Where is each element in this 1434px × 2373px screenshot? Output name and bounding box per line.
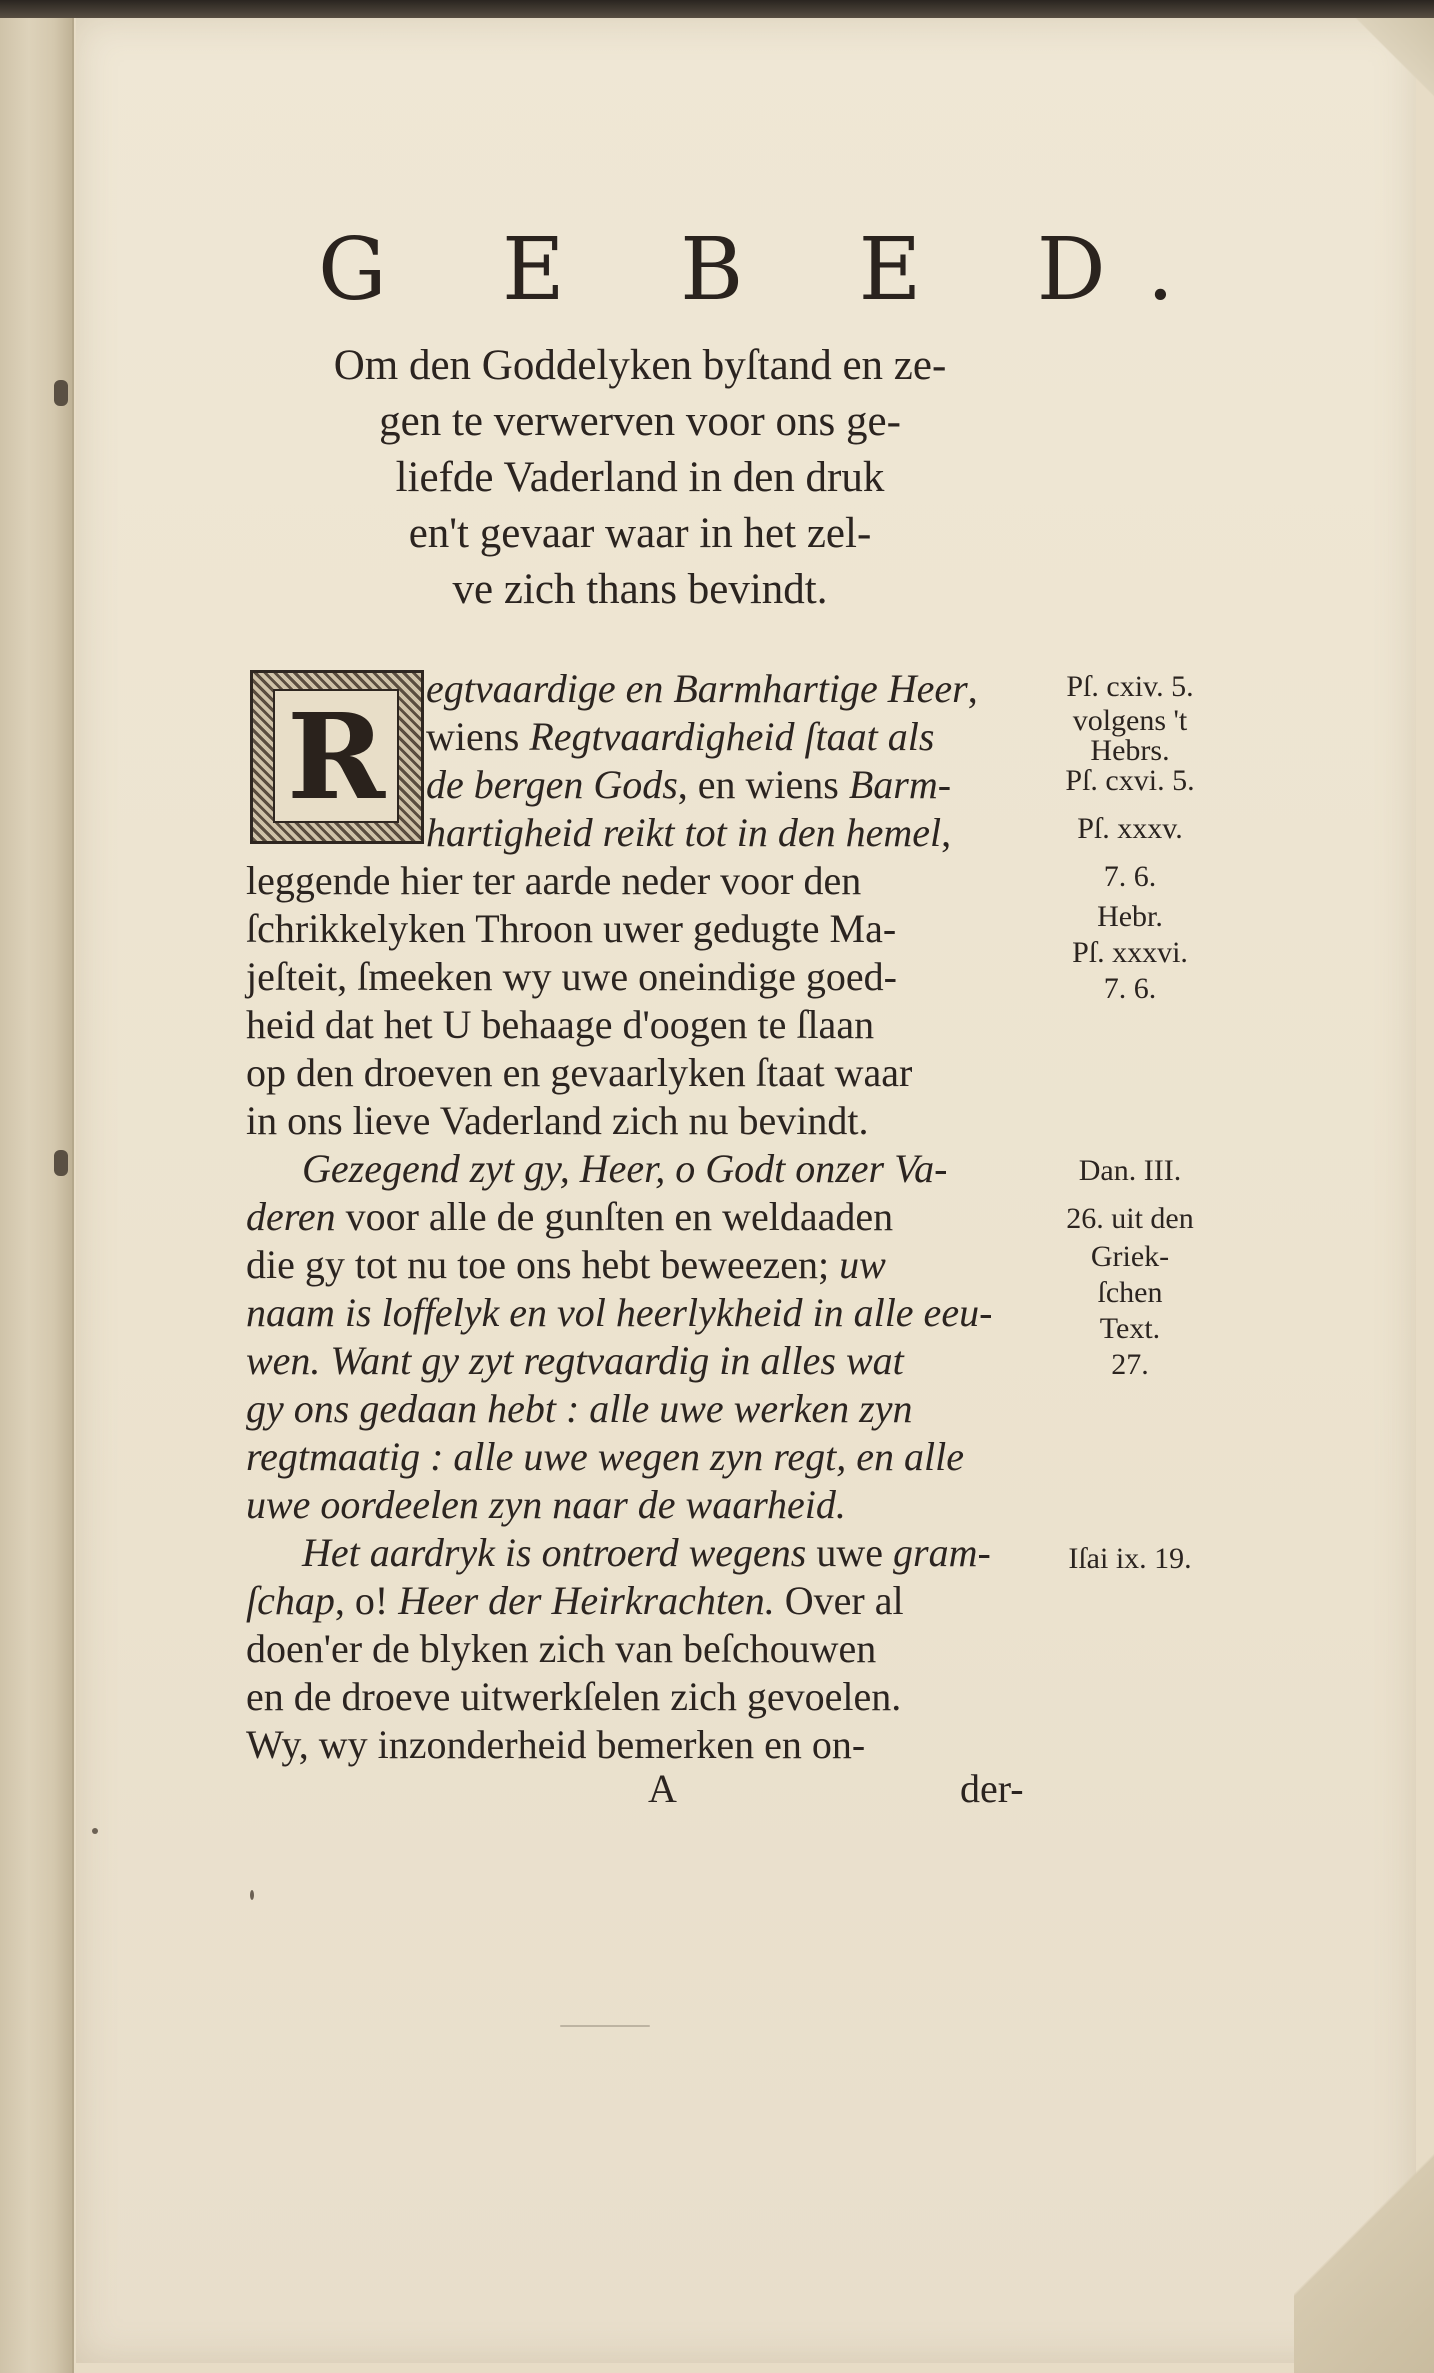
margin-note: Griek- bbox=[1090, 1240, 1170, 1273]
text-line: Wy, wy inzonderheid bemerken en on- bbox=[246, 1722, 866, 1767]
margin-note: Text. bbox=[1099, 1312, 1161, 1345]
subtitle bbox=[250, 338, 1030, 618]
margin-note: Iſai ix. 19. bbox=[1068, 1542, 1192, 1575]
text-line: heid dat het U behaage d'oogen te ſlaan bbox=[246, 1002, 875, 1047]
catchword: der- bbox=[960, 1766, 1024, 1811]
drop-cap-letter: R bbox=[273, 689, 399, 823]
text-line: deren voor alle de gunſten en weldaaden bbox=[246, 1194, 894, 1239]
margin-note: 7. 6. bbox=[1103, 972, 1157, 1005]
ink-fleck bbox=[92, 1828, 98, 1834]
text-line: op den droeven en gevaarlyken ſtaat waar bbox=[246, 1050, 913, 1095]
margin-note: Hebrs. bbox=[1090, 734, 1170, 767]
text-line: die gy tot nu toe ons hebt beweezen; uw bbox=[246, 1242, 886, 1287]
subtitle-line: en't gevaar waar in het zel- bbox=[408, 510, 872, 557]
text-line: in ons lieve Vaderland zich nu bevindt. bbox=[246, 1098, 869, 1143]
text-line: ſchrikkelyken Throon uwer gedugte Ma- bbox=[246, 906, 897, 951]
text-line: en de droeve uitwerkſelen zich gevoelen. bbox=[246, 1674, 902, 1719]
text-line: hartigheid reikt tot in den hemel, bbox=[426, 810, 952, 855]
stitch-mark bbox=[54, 1150, 68, 1176]
text-line: uwe oordeelen zyn naar de waarheid. bbox=[246, 1482, 846, 1527]
margin-note: 7. 6. bbox=[1103, 860, 1157, 893]
subtitle-line: Om den Goddelyken byſtand en ze- bbox=[333, 342, 947, 389]
margin-note: 27. bbox=[1111, 1348, 1149, 1381]
text-line: jeſteit, ſmeeken wy uwe oneindige goed- bbox=[246, 954, 897, 999]
text-line: doen'er de blyken zich van beſchouwen bbox=[246, 1626, 877, 1671]
text-line: ſchap, o! Heer der Heirkrachten. Over al bbox=[246, 1578, 904, 1623]
stitch-mark bbox=[54, 380, 68, 406]
text-line: gy ons gedaan hebt : alle uwe werken zyn bbox=[246, 1386, 913, 1431]
subtitle-line: liefde Vaderland in den druk bbox=[395, 454, 885, 501]
binding-strip bbox=[0, 0, 74, 2373]
ink-fleck bbox=[250, 1890, 254, 1900]
text-line: egtvaardige en Barmhartige Heer, bbox=[426, 666, 978, 711]
page-title: G E B E D. bbox=[318, 220, 1219, 320]
margin-note: 26. uit den bbox=[1066, 1202, 1194, 1235]
text-line: Het aardryk is ontroerd wegens uwe gram- bbox=[302, 1530, 991, 1575]
text-line: Gezegend zyt gy, Heer, o Godt onzer Va- bbox=[302, 1146, 948, 1191]
margin-note: Pſ. xxxv. bbox=[1077, 812, 1183, 845]
text-line: wen. Want gy zyt regtvaardig in alles wat bbox=[246, 1338, 904, 1383]
text-line: wiens Regtvaardigheid ſtaat als bbox=[426, 714, 935, 759]
margin-note: Pſ. xxxvi. bbox=[1072, 936, 1188, 969]
pencil-mark bbox=[560, 2025, 650, 2027]
margin-note: Hebr. bbox=[1097, 900, 1163, 933]
signature-mark: A bbox=[648, 1766, 677, 1811]
text-line: regtmaatig : alle uwe wegen zyn regt, en alle bbox=[246, 1434, 964, 1479]
margin-note: Pſ. cxvi. 5. bbox=[1065, 764, 1195, 797]
text-line: de bergen Gods, en wiens Barm- bbox=[426, 762, 952, 807]
body-text bbox=[246, 665, 1036, 1769]
subtitle-line: gen te verwerven voor ons ge- bbox=[379, 398, 901, 445]
text-line: naam is loffelyk en vol heerlykheid in alle eeu- bbox=[246, 1290, 993, 1335]
margin-note: ſchen bbox=[1097, 1276, 1163, 1309]
folded-corner-bottom bbox=[1294, 2113, 1434, 2373]
text-line: leggende hier ter aarde neder voor den bbox=[246, 858, 862, 903]
margin-note: volgens 't bbox=[1072, 704, 1188, 737]
margin-note: Pſ. cxiv. 5. bbox=[1066, 670, 1194, 703]
subtitle-line: ve zich thans bevindt. bbox=[452, 566, 828, 613]
margin-note: Dan. III. bbox=[1078, 1154, 1182, 1187]
page-top-edge bbox=[0, 0, 1434, 18]
folded-corner-top bbox=[1324, 18, 1434, 128]
